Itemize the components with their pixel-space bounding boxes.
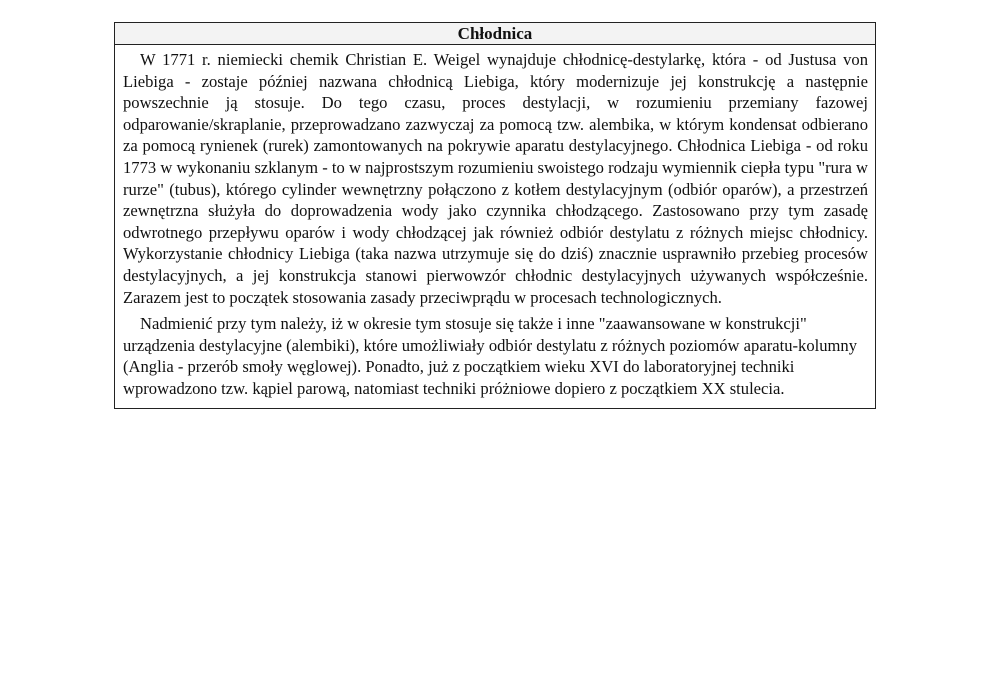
paragraph-2: Nadmienić przy tym należy, iż w okresie tym stosuje się także i inne "zaawansowane w konstrukcji" urządzenia destylacyjne (alembiki), które umożliwiały odbiór destylatu z różnych poziomów aparatu-kolumny (Anglia - przerób smoły węglowej). Ponadto, już z początkiem wieku XVI do laboratoryjnej techniki wprowadzono tzw. kąpiel parową, natomiast techniki próżniowe dopiero z początkiem XX stulecia. (123, 314, 858, 398)
box-title: Chłodnica (115, 23, 875, 45)
info-box (114, 22, 876, 409)
box-body (115, 45, 875, 408)
paragraph-1: W 1771 r. niemiecki chemik Christian E. Weigel wynajduje chłodnicę-destylarkę, która - od Justusa von Liebiga - zostaje później nazwana chłodnicą Liebiga, który modernizuje jej konstrukcję a następnie powszechnie ją stosuje. Do tego czasu, proces destylacji, w rozumieniu przemiany fazowej odparowanie/skraplanie, przeprowadzano zazwyczaj za pomocą tzw. alembika, w którym kondensat odbierano za pomocą rynienek (rurek) zamontowanych na pokrywie aparatu destylacyjnego. Chłodnica Liebiga - od roku 1773 w wykonaniu szklanym - to w najprostszym rozumieniu swoistego rodzaju wymiennik ciepła typu "rura w rurze" (tubus), którego cylinder wewnętrzny połączono z kotłem destylacyjnym (odbiór oparów), a przestrzeń zewnętrzna służyła do doprowadzenia wody jako czynnika chłodzącego. Zastosowano przy tym zasadę odwrotnego przepływu oparów i wody chłodzącej jak również odbiór destylatu z różnych miejsc chłodnicy. Wykorzystanie chłodnicy Liebiga (taka nazwa utrzymuje się do dziś) znacznie usprawniło przebieg procesów destylacyjnych, a jej konstrukcja stanowi pierwowzór chłodnic destylacyjnych używanych współcześnie. Zarazem jest to początek stosowania zasady przeciwprądu w procesach technologicznych. (123, 50, 868, 307)
